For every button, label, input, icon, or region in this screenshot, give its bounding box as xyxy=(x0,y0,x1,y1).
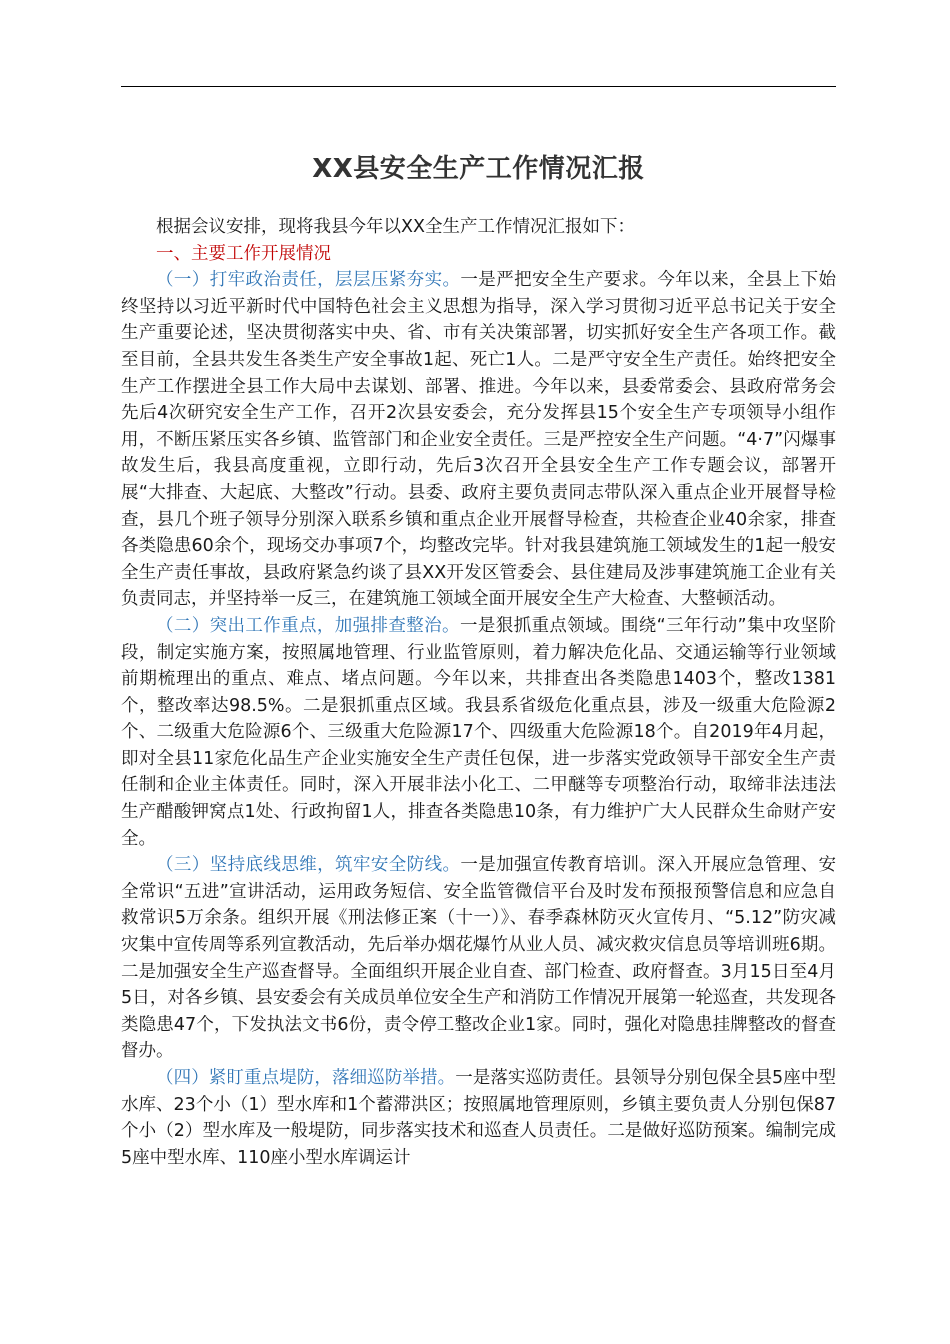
intro-paragraph: 根据会议安排，现将我县今年以XX全生产工作情况汇报如下： xyxy=(156,217,635,237)
paragraph-lead-3: （三）坚持底线思维，筑牢安全防线。 xyxy=(156,855,461,876)
paragraph-lead-4: （四）紧盯重点堤防，落细巡防举措。 xyxy=(156,1068,456,1088)
paragraph-text-3: 一是加强宣传教育培训。深入开展应急管理、安全常识“五进”宣讲活动，运用政务短信、安全监管微信平台及时发布预报预警信息和应急自救常识5万余条。组织开展《刑法修正案（十一）》、春季森林防灭火宣传月、“5.12”防灾减灾集中宣传周等系列宣教活动，先后举办烟花爆竹从业人员、减灾救灾信息员等培训班6期。二是加强安全生产巡查督导。全面组织开展企业自查、部门检查、政府督查。3月15日至4月5日，对各乡镇、县安委会有关成员单位安全生产和消防工作情况开展第一轮巡查，共发现各类隐患47个，下发执法文书6份，责令停工整改企业1家。同时，强化对隐患挂牌整改的督查督办。 xyxy=(121,855,836,1062)
body-paragraph-1 xyxy=(121,267,836,613)
body-paragraph-3 xyxy=(121,852,836,1065)
paragraph-text-1: 一是严把安全生产要求。今年以来，全县上下始终坚持以习近平新时代中国特色社会主义思想为指导，深入学习贯彻习近平总书记关于安全生产重要论述，坚决贯彻落实中央、省、市有关决策部署，切实抓好安全生产各项工作。截至目前，全县共发生各类生产安全事故1起、死亡1人。二是严守安全生产责任。始终把安全生产工作摆进全县工作大局中去谋划、部署、推进。今年以来，县委常委会、县政府常务会先后4次研究安全生产工作，召开2次县安委会，充分发挥县15个安全生产专项领导小组作用，不断压紧压实各乡镇、监管部门和企业安全责任。三是严控安全生产问题。“4·7”闪爆事故发生后，我县高度重视，立即行动，先后3次召开全县安全生产工作专题会议，部署开展“大排查、大起底、大整改”行动。县委、政府主要负责同志带队深入重点企业开展督导检查，县几个班子领导分别深入联系乡镇和重点企业开展督导检查，共检查企业40余家，排查各类隐患60余个，现场交办事项7个，均整改完毕。针对我县建筑施工领域发生的1起一般安全生产责任事故，县政府紧急约谈了县XX开发区管委会、县住建局及涉事建筑施工企业有关负责同志，并坚持举一反三，在建筑施工领域全面开展安全生产大检查、大整顿活动。 xyxy=(121,270,836,610)
body-paragraph-4 xyxy=(121,1065,836,1171)
paragraph-lead-1: （一）打牢政治责任，层层压紧夯实。 xyxy=(156,270,461,291)
paragraph-lead-2: （二）突出工作重点，加强排查整治。 xyxy=(156,615,460,636)
document-body xyxy=(121,214,836,1171)
body-paragraph-2 xyxy=(121,613,836,852)
header-rule xyxy=(121,86,836,87)
section-heading: 一、主要工作开展情况 xyxy=(156,243,331,264)
paragraph-text-4: 一是落实巡防责任。县领导分别包保全县5座中型水库、23个小（1）型水库和1个蓄滞洪区；按照属地管理原则，乡镇主要负责人分别包保87个小（2）型水库及一般堤防，同步落实技术和巡查人员责任。二是做好巡防预案。编制完成5座中型水库、110座小型水库调运计 xyxy=(121,1068,836,1168)
paragraph-text-2: 一是狠抓重点领域。围绕“三年行动”集中攻坚阶段，制定实施方案，按照属地管理、行业监管原则，着力解决危化品、交通运输等行业领域前期梳理出的重点、难点、堵点问题。今年以来，共排查出各类隐患1403个，整改1381个，整改率达98.5%。二是狠抓重点区域。我县系省级危化重点县，涉及一级重大危险源2个、二级重大危险源6个、三级重大危险源17个、四级重大危险源18个。自2019年4月起，即对全县11家危化品生产企业实施安全生产责任包保，进一步落实党政领导干部安全生产责任制和企业主体责任。同时，深入开展非法小化工、二甲醚等专项整治行动，取缔非法违法生产醋酸钾窝点1处、行政拘留1人，排查各类隐患10条，有力维护广大人民群众生命财产安全。 xyxy=(121,615,837,849)
document-title: XX县安全生产工作情况汇报 xyxy=(312,154,645,184)
